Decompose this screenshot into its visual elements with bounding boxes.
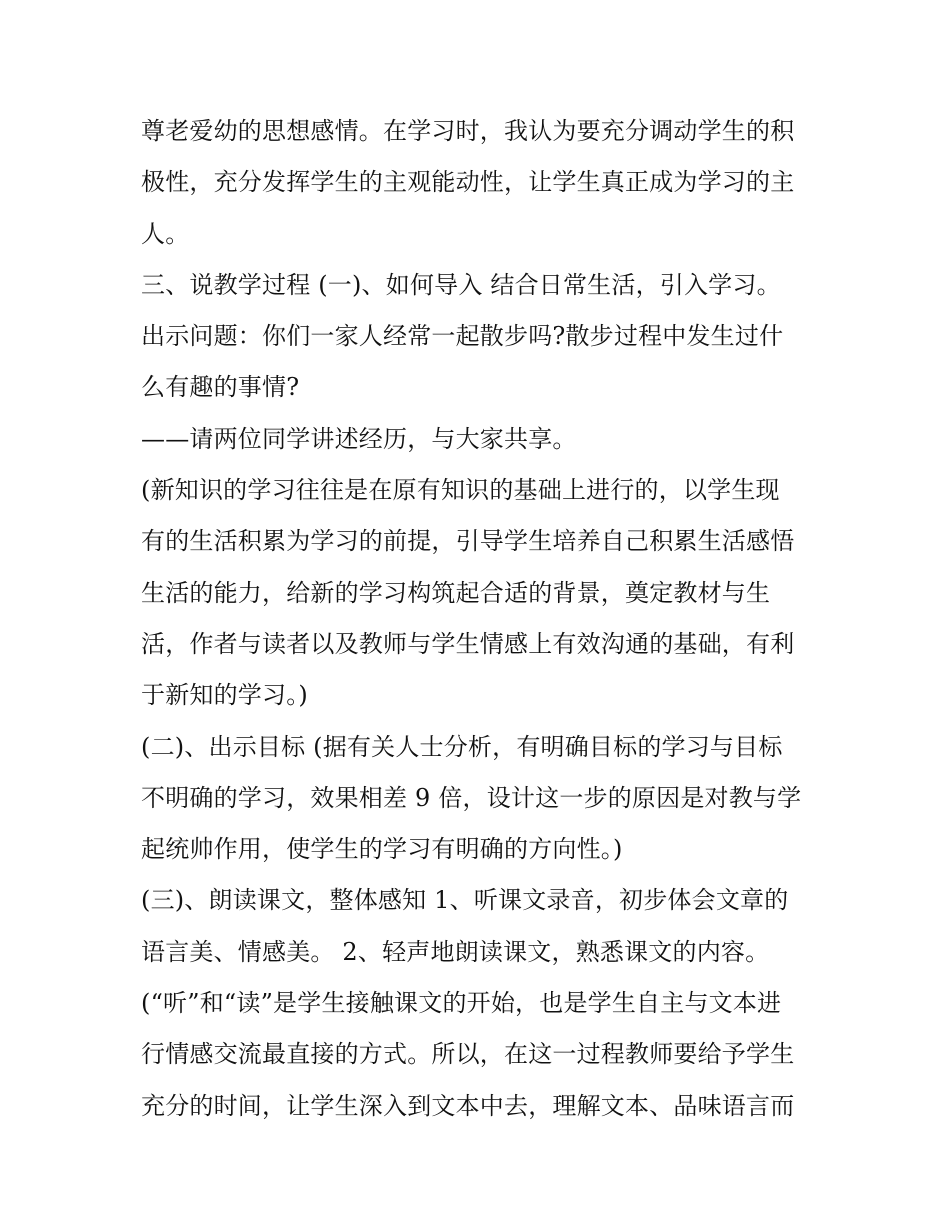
text-line: 行情感交流最直接的方式。所以，在这一过程教师要给予学生 <box>141 1040 795 1069</box>
text-line: 起统帅作用，使学生的学习有明确的方向性。) <box>141 835 623 864</box>
text-line: (新知识的学习往往是在原有知识的基础上进行的，以学生现 <box>141 476 780 505</box>
text-line: 活，作者与读者以及教师与学生情感上有效沟通的基础，有利 <box>141 629 795 658</box>
text-line: 生活的能力，给新的学习构筑起合适的背景，奠定教材与生 <box>141 578 771 607</box>
body-text <box>141 106 821 1132</box>
text-line: ——请两位同学讲述经历，与大家共享。 <box>141 424 577 453</box>
text-line: 人。 <box>141 219 190 248</box>
text-line: (三)、朗读课文，整体感知 1、听课文录音，初步体会文章的 <box>141 886 789 915</box>
text-line: 出示问题：你们一家人经常一起散步吗?散步过程中发生过什 <box>141 322 784 351</box>
text-line: 充分的时间，让学生深入到文本中去，理解文本、品味语言而 <box>141 1091 795 1120</box>
text-line: (二)、出示目标 (据有关人士分析，有明确目标的学习与目标 <box>141 732 783 761</box>
text-line: 有的生活积累为学习的前提，引导学生培养自己积累生活感悟 <box>141 527 795 556</box>
text-line: 么有趣的事情? <box>141 373 300 402</box>
text-line: (“听”和“读”是学生接触课文的开始，也是学生自主与文本进 <box>141 989 782 1018</box>
text-line: 极性，充分发挥学生的主观能动性，让学生真正成为学习的主 <box>141 168 795 197</box>
text-line: 不明确的学习，效果相差 9 倍，设计这一步的原因是对教与学 <box>141 783 802 812</box>
text-line: 尊老爱幼的思想感情。在学习时，我认为要充分调动学生的积 <box>141 117 795 145</box>
text-line: 语言美、情感美。 2、轻声地朗读课文，熟悉课文的内容。 <box>141 937 770 966</box>
section-heading-line: 三、说教学过程 (一)、如何导入 结合日常生活，引入学习。 <box>141 270 781 299</box>
text-line: 于新知的学习。) <box>141 681 308 710</box>
